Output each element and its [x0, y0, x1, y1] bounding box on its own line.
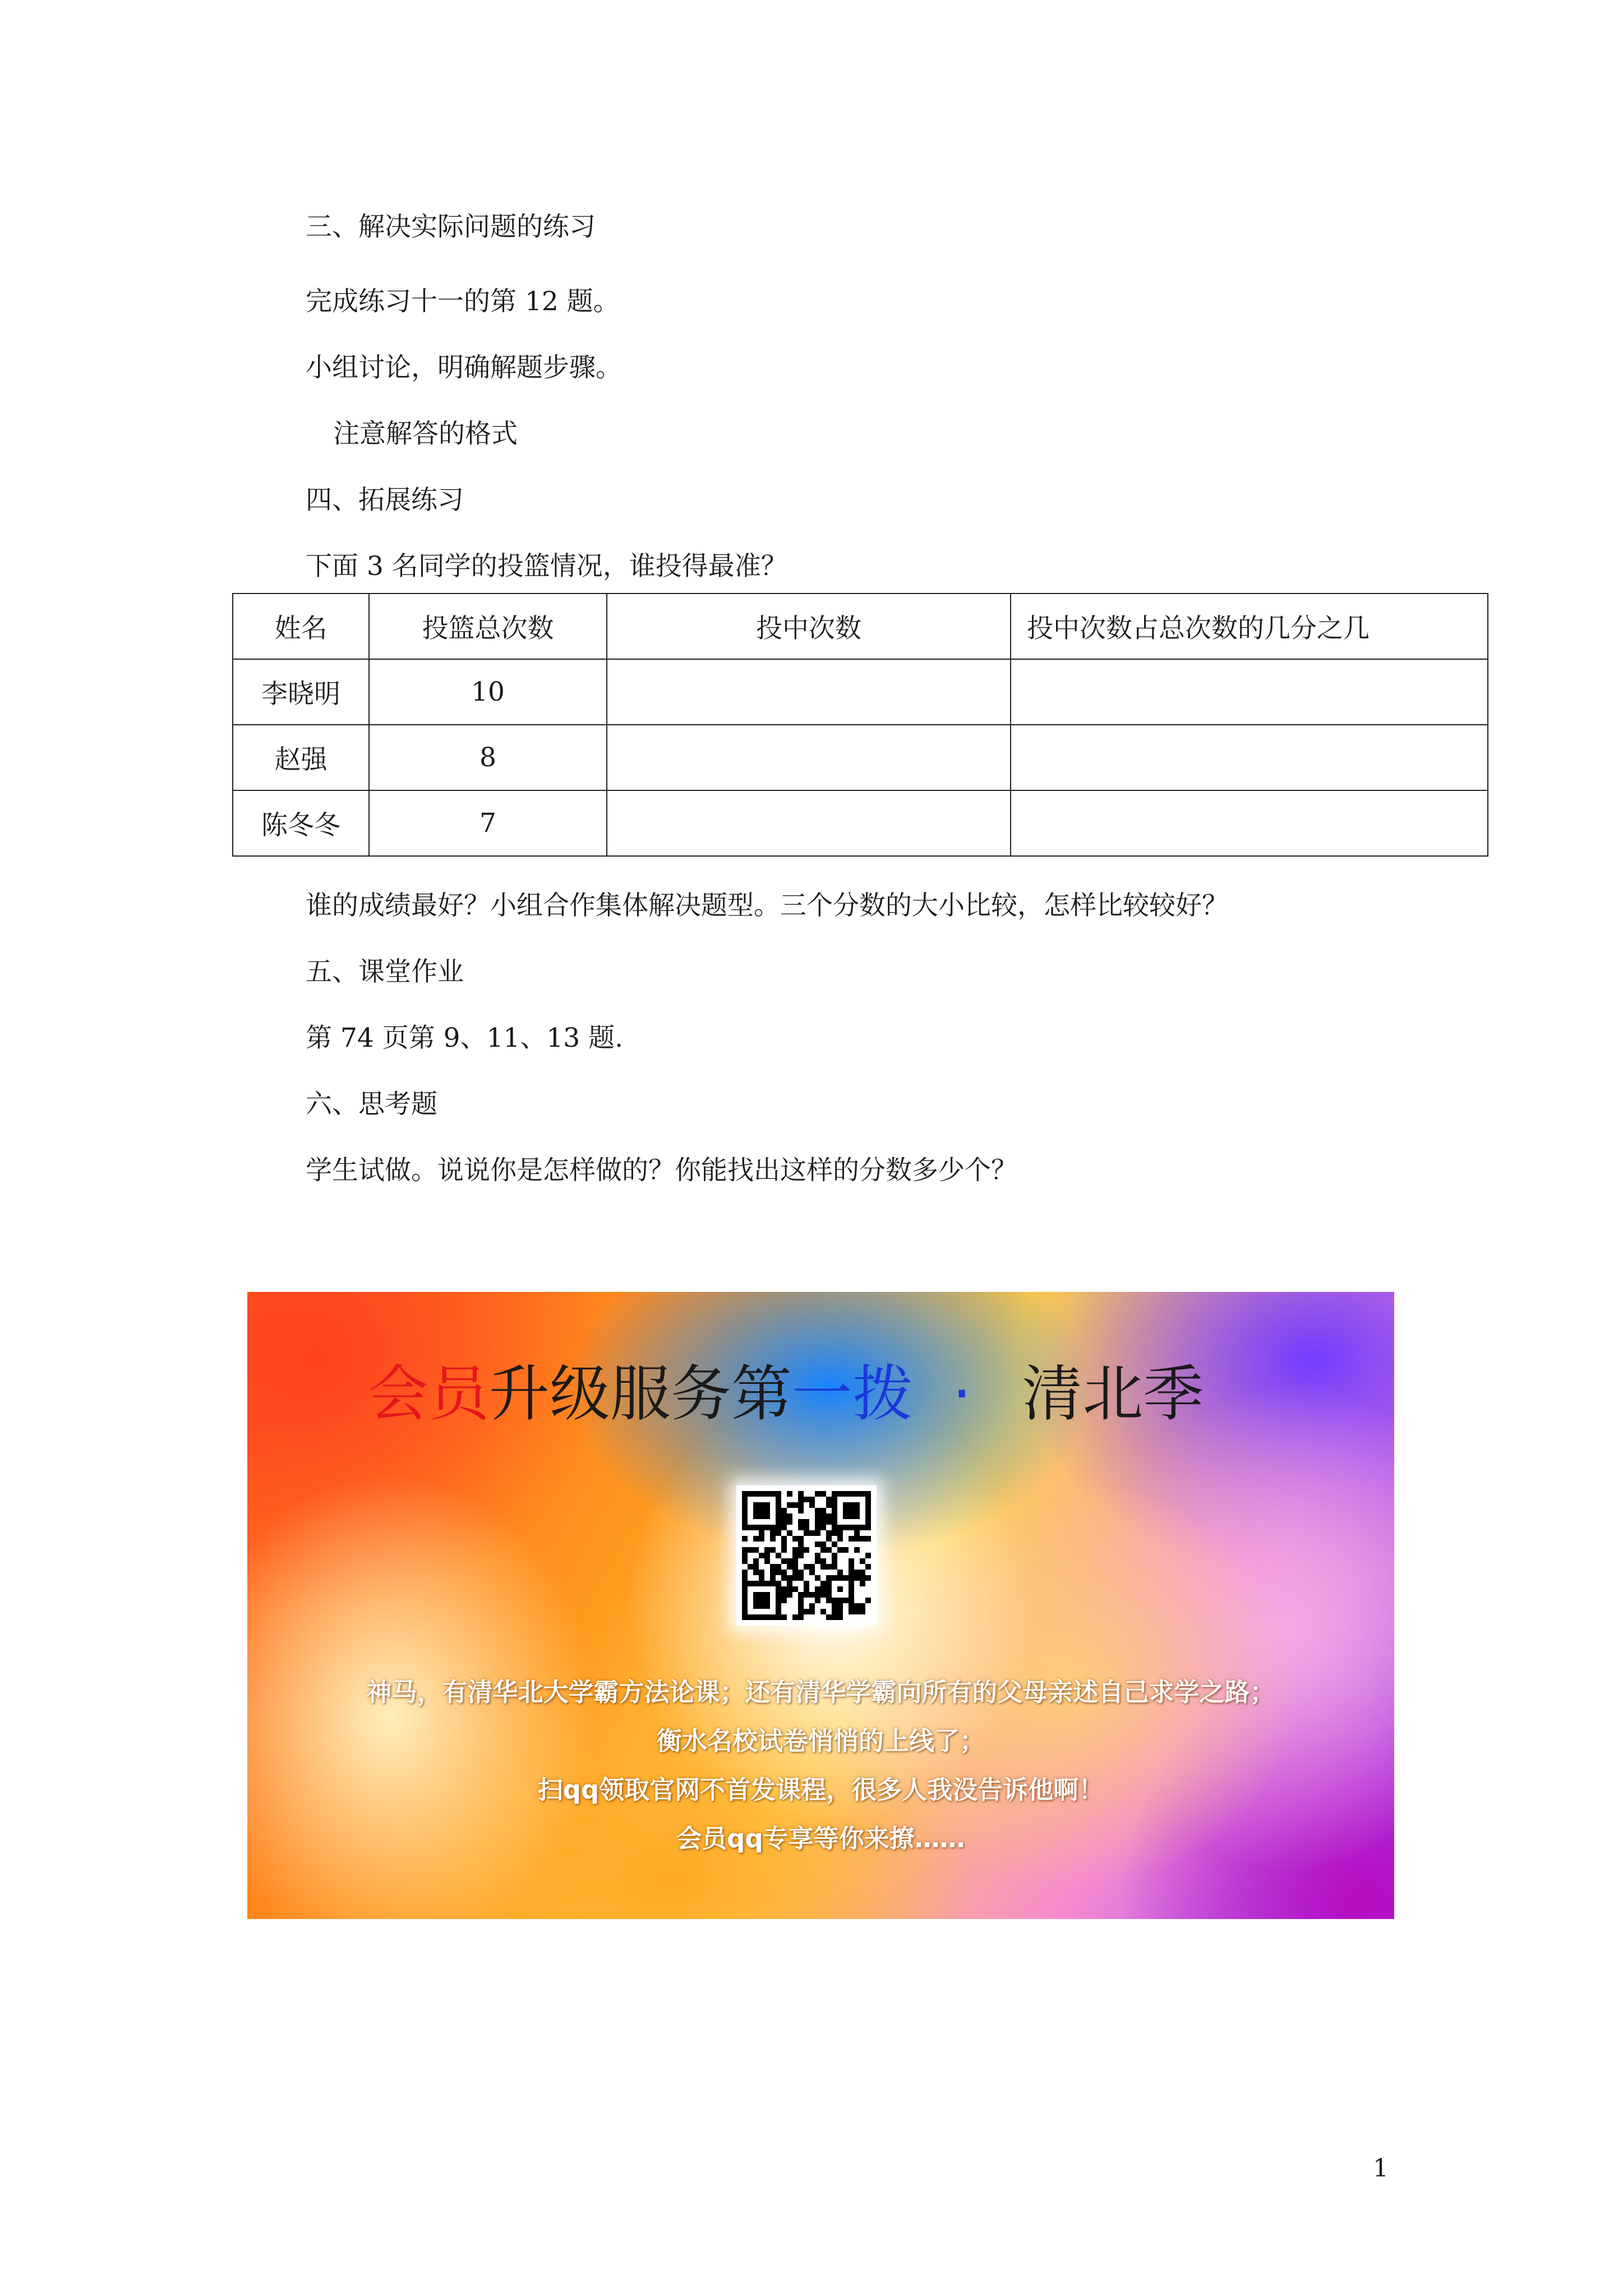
- cell-total: 7: [369, 790, 607, 856]
- section-heading-6: 六、思考题: [306, 1089, 437, 1120]
- banner-line: 神马，有清华北大学霸方法论课；还有清华学霸向所有的父母亲述自己求学之路；: [366, 1677, 1275, 1707]
- cell-name: 李晓明: [233, 659, 369, 725]
- banner-title-upgrade: 升级服务第: [489, 1359, 792, 1429]
- cell-total: 8: [369, 725, 607, 790]
- paragraph-thinking: 学生试做。说说你是怎样做的？你能找出这样的分数多少个？: [306, 1155, 1017, 1186]
- table-row: [233, 659, 1488, 725]
- cell-hits: [607, 725, 1011, 790]
- banner-line: 衡水名校试卷悄悄的上线了；: [656, 1726, 985, 1756]
- banner-title-dot: ·: [952, 1359, 972, 1429]
- paragraph-exercise: 完成练习十一的第 12 题。: [306, 286, 620, 317]
- header-name: 姓名: [233, 593, 369, 659]
- header-fraction: 投中次数占总次数的几分之几: [1011, 593, 1488, 659]
- cell-name: 赵强: [233, 725, 369, 790]
- cell-fraction: [1011, 725, 1488, 790]
- cell-total: 10: [369, 659, 607, 725]
- basketball-table: [232, 593, 1488, 857]
- section-heading-3: 三、解决实际问题的练习: [306, 211, 596, 242]
- banner-title: [368, 1358, 1204, 1431]
- table-row: [233, 725, 1488, 790]
- banner-title-season: 清北季: [1022, 1359, 1204, 1429]
- paragraph-question: 下面 3 名同学的投篮情况，谁投得最准？: [306, 551, 787, 582]
- paragraph-comparison: 谁的成绩最好？小组合作集体解决题型。三个分数的大小比较，怎样比较较好？: [306, 890, 1228, 921]
- banner-line: 扫qq领取官网不首发课程，很多人我没告诉他啊！: [537, 1775, 1104, 1805]
- banner-line: 会员qq专享等你来撩……: [676, 1824, 965, 1853]
- cell-fraction: [1011, 659, 1488, 725]
- cell-fraction: [1011, 790, 1488, 856]
- banner-text: [247, 1668, 1394, 1863]
- promo-banner: [247, 1292, 1394, 1919]
- table-header-row: [233, 593, 1488, 659]
- paragraph-format: 注意解答的格式: [333, 418, 518, 449]
- section-heading-5: 五、课堂作业: [306, 956, 464, 987]
- paragraph-discussion: 小组讨论，明确解题步骤。: [306, 352, 622, 383]
- section-heading-4: 四、拓展练习: [306, 485, 464, 516]
- banner-title-member: 会员: [368, 1359, 490, 1429]
- cell-hits: [607, 659, 1011, 725]
- cell-hits: [607, 790, 1011, 856]
- table-row: [233, 790, 1488, 856]
- banner-title-batch: 一拨: [792, 1359, 914, 1429]
- header-total: 投篮总次数: [369, 593, 607, 659]
- page-number: 1: [1373, 2154, 1389, 2183]
- qr-code-icon: [736, 1485, 877, 1626]
- header-hits: 投中次数: [607, 593, 1011, 659]
- cell-name: 陈冬冬: [233, 790, 369, 856]
- paragraph-homework: 第 74 页第 9、11、13 题.: [306, 1023, 624, 1053]
